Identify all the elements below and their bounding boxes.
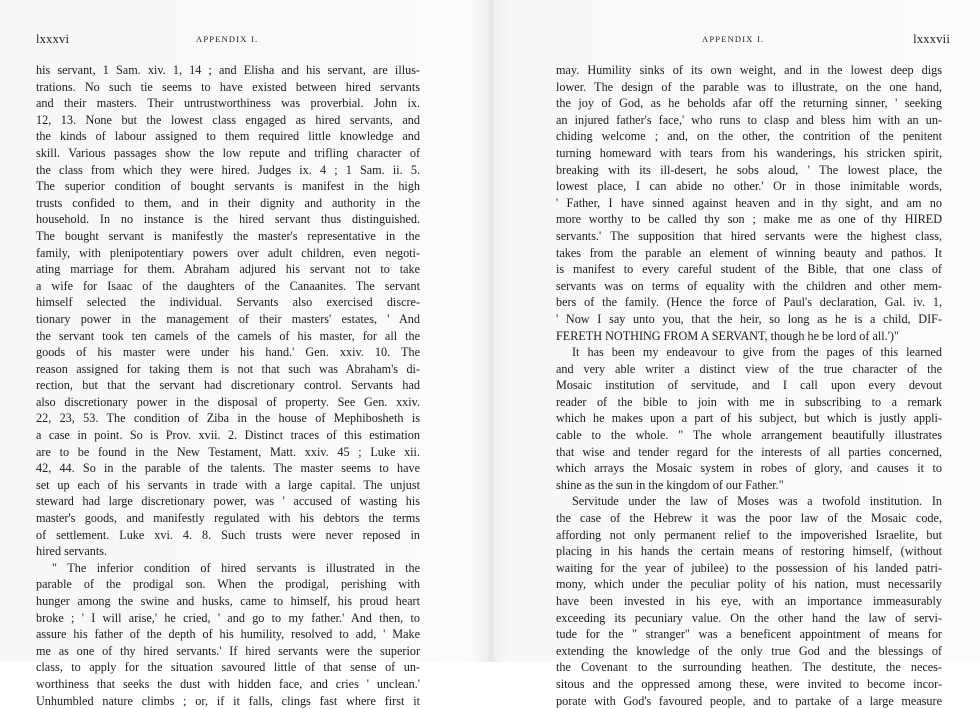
text-line: me as one of thy hired servants.' If hired servants were the superior: [36, 643, 420, 658]
text-line: set up each of his servants in trade with a large capital. The unjust: [36, 477, 420, 492]
text-line: sitous and the oppressed among these, were invited to become incor-: [556, 676, 942, 691]
text-line: The bought servant is manifestly the master's representative in the: [36, 228, 420, 243]
text-line: placing in his hands the certain means of restoring himself, (without: [556, 544, 942, 559]
text-line: tionary power in the management of their masters' estates, ' And: [36, 311, 420, 326]
text-line: reason assigned for taking them is not that such was Abraham's di-: [36, 361, 420, 376]
text-line: servants was on terms of equality with the children and other mem-: [556, 278, 942, 293]
text-line: Servitude under the law of Moses was a twofold institution. In: [572, 494, 942, 509]
text-line: that wise and tender regard for the interests of all parties concerned,: [556, 444, 942, 459]
text-line: 12, 13. None but the lowest class engaged as hired servants, and: [36, 112, 420, 127]
text-line: porate with God's favoured people, and to partake of a large measure: [556, 693, 942, 708]
text-line: assure his father of the depth of his humility, resolved to add, ' Make: [36, 627, 420, 642]
page-number: lxxxvi: [36, 32, 70, 46]
text-line: 22, 23, 53. The condition of Ziba in the house of Mephibosheth is: [36, 411, 420, 426]
text-line: his servant, 1 Sam. xiv. 1, 14 ; and Elisha and his servant, are illus-: [36, 63, 420, 77]
text-line: 42, 44. So in the parable of the talents. The master seems to have: [36, 461, 420, 476]
right-page: [490, 0, 980, 708]
text-line: of settlement. Luke xvi. 4. 8. Such trusts were never reposed in: [36, 527, 420, 542]
page-number: lxxxvii: [913, 32, 950, 46]
text-line: reader of the bible to join with me in subscribing to a remark: [556, 394, 942, 409]
text-line: parable of the prodigal son. When the prodigal, perishing with: [36, 577, 420, 592]
text-line: an injured father's face,' who runs to clasp and bless him with an un-: [556, 112, 942, 127]
text-line: worthiness that seeks the dust with hidden face, and cries ' unclean.': [36, 676, 420, 691]
text-line: waiting for the year of jubilee) to the possession of his landed patri-: [556, 560, 942, 575]
text-line: lower. The design of the parable was to illustrate, on the one hand,: [556, 79, 942, 94]
text-line: hired servants.: [36, 544, 108, 559]
text-line: himself selected the individual. Servants also exercised discre-: [36, 295, 420, 310]
text-line: the servant took ten camels of the camels of his master, for all the: [36, 328, 420, 343]
text-line: a wife for Isaac of the daughters of the Canaanites. The servant: [36, 278, 420, 293]
text-line: breaking with its ill-desert, he sobs aloud, ' The lowest place, the: [556, 162, 942, 177]
text-line: servants.' The supposition that hired servants were the highest class,: [556, 228, 942, 243]
text-line: household. In no instance is the hired servant thus distinguished.: [36, 212, 420, 227]
text-line: the Covenant to the surrounding heathen. The destitute, the neces-: [556, 660, 942, 675]
text-line: lowest place, I can abide no other.' Or in those inimitable words,: [556, 179, 942, 194]
text-line: ating marriage for them. Abraham adjured his servant not to take: [36, 262, 420, 277]
text-line: may. Humility sinks of its own weight, and in the lowest deep digs: [556, 63, 942, 77]
text-line: the class from which they were hired. Judges ix. 4 ; 1 Sam. ii. 5.: [36, 162, 420, 177]
text-line: ' Father, I have sinned against heaven and in thy sight, and am no: [556, 195, 942, 210]
text-line: Mosaic institution of servitude, and I call upon every devout: [556, 378, 942, 393]
page-body: [36, 62, 420, 709]
text-line: the kinds of labour assigned to them required little knowledge and: [36, 129, 420, 144]
text-line: are to be found in the New Testament, Matt. xxiv. 45 ; Luke xii.: [36, 444, 420, 459]
text-line: The superior condition of bought servants is manifest in the high: [36, 179, 420, 194]
text-line: skill. Various passages show the low repute and trifling character of: [36, 145, 420, 160]
page-body: [556, 62, 942, 709]
text-line: the joy of God, as he beholds afar off the returning sinner, ' seeking: [556, 96, 942, 111]
text-line: steward had large discretionary power, was ' accused of wasting his: [36, 494, 420, 509]
text-line: Unhumbled nature climbs ; or, if it falls, clings fast where first it: [36, 693, 420, 708]
left-page: [0, 0, 490, 708]
text-line: hunger among the swine and husks, came to himself, his proud heart: [36, 594, 420, 608]
text-line: extending the knowledge of the only true God and the blessings of: [556, 643, 942, 658]
text-line: mony, which under the peculiar polity of his nation, must necessarily: [556, 577, 942, 592]
running-head: APPENDIX I.: [702, 34, 765, 44]
text-line: exceeding its pecuniary value. On the other hand the law of servi-: [556, 610, 942, 625]
text-line: which arrays the Mosaic system in robes of glory, and causes it to: [556, 461, 942, 476]
text-line: and very able writer a distinct view of the true character of the: [556, 361, 942, 376]
text-line: is manifest to every careful student of the Bible, that one class of: [556, 262, 942, 277]
text-line: ' Now I say unto you, that the heir, so long as he is a child, DIF-: [556, 311, 942, 326]
text-line: turning homeward with tears from his wanderings, his stricken spirit,: [556, 145, 942, 160]
text-line: goods of his master were under his hand.' Gen. xxiv. 10. The: [36, 345, 420, 360]
text-line: takes from the parable an element of winning beauty and pathos. It: [556, 245, 942, 260]
text-line: rection, but that the servant had discretionary control. Servants had: [36, 378, 420, 393]
text-line: bers of the family. (Hence the force of Paul's declaration, Gal. iv. 1,: [556, 295, 942, 310]
text-line: the case of the Hebrew it was the poor law of the Mosaic code,: [556, 511, 942, 526]
text-line: affording not only permanent relief to the impoverished Israelite, but: [556, 527, 942, 542]
text-line: shine as the sun in the kingdom of our Father.": [556, 477, 784, 492]
text-line: more worthy to be called thy son ; make me as one of thy HIRED: [556, 212, 942, 227]
text-line: family, with plenipotentiary powers over adult children, even negoti-: [36, 245, 420, 260]
text-line: class, to apply for the situation savoured little of that sense of un-: [36, 660, 420, 675]
text-line: tude for the " stranger" was a beneficent appointment of means for: [556, 627, 942, 642]
text-line: cable to the whole. " The whole arrangement beautifully illustrates: [556, 428, 942, 443]
text-line: a case in point. So is Prov. xvii. 2. Distinct traces of this estimation: [36, 428, 420, 443]
text-line: broke ; ' I will arise,' he cried, ' and go to my father.' And then, to: [36, 610, 420, 625]
text-line: which he makes upon a part of his subject, but which is justly appli-: [556, 411, 942, 426]
text-line: trusts confided to them, and in their dignity and authority in the: [36, 195, 420, 210]
text-line: master's goods, and manifestly regulated with his debtors the terms: [36, 511, 420, 526]
text-line: have been invested in his eye, with an importance immeasurably: [556, 594, 942, 608]
text-line: It has been my endeavour to give from the pages of this learned: [572, 345, 942, 360]
text-line: and their masters. Their untrustworthiness was proverbial. John ix.: [36, 96, 420, 111]
text-line: chiding welcome ; and, on the other, the contrition of the penitent: [556, 129, 942, 144]
running-head: APPENDIX I.: [196, 34, 259, 44]
text-line: also discretionary power in the disposal of property. See Gen. xxiv.: [36, 394, 420, 409]
text-line: FERETH NOTHING FROM A SERVANT, though he be lord of all.')": [556, 328, 899, 343]
text-line: trations. No such tie seems to have existed between hired servants: [36, 79, 420, 94]
text-line: " The inferior condition of hired servants is illustrated in the: [52, 560, 420, 575]
